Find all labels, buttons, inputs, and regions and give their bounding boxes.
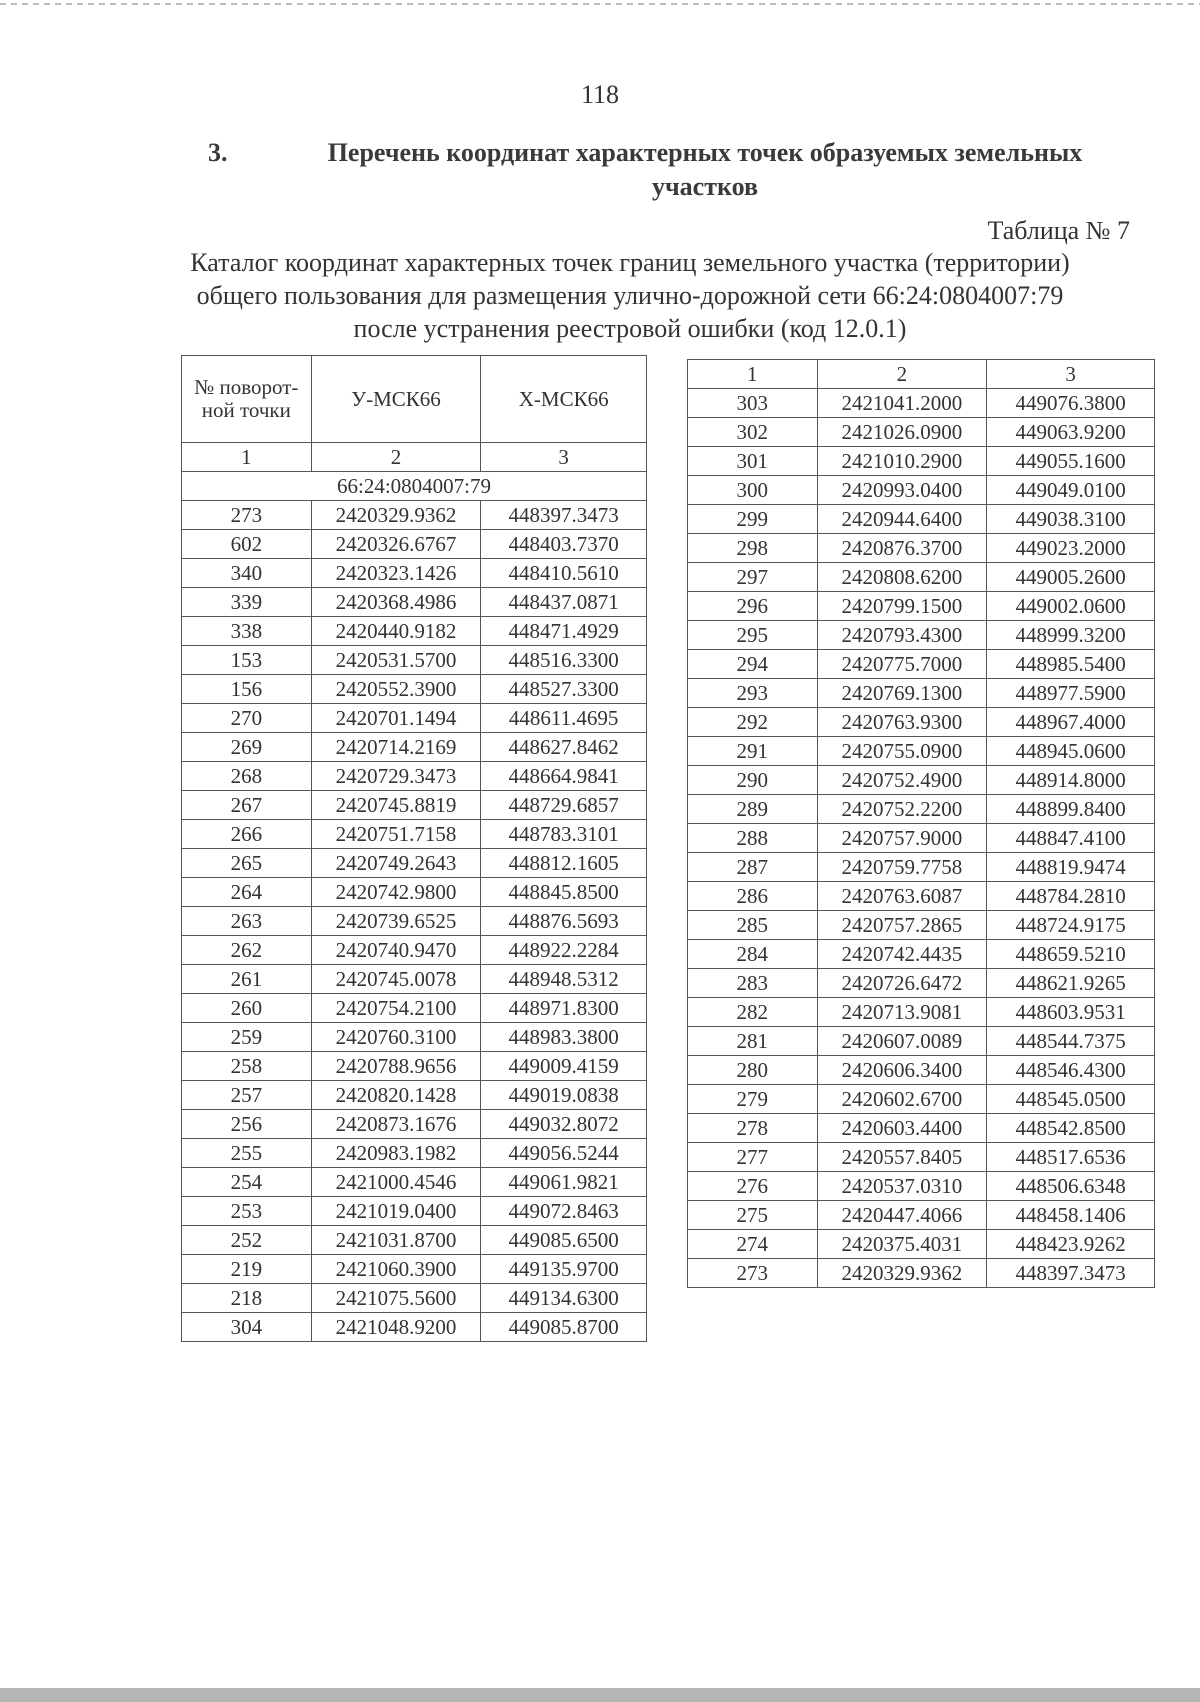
point-number-cell: 256 [182, 1110, 312, 1139]
table-row [182, 501, 647, 530]
point-number-cell: 296 [688, 592, 818, 621]
page-number: 118 [580, 80, 620, 109]
point-number-cell: 299 [688, 505, 818, 534]
x-coordinate-cell: 449002.0600 [987, 592, 1155, 621]
table-row [688, 853, 1155, 882]
point-number-cell: 252 [182, 1226, 312, 1255]
table-row [688, 1143, 1155, 1172]
table-row [182, 733, 647, 762]
point-number-cell: 269 [182, 733, 312, 762]
x-coordinate-cell: 448983.3800 [481, 1023, 647, 1052]
x-coordinate-cell: 449032.8072 [481, 1110, 647, 1139]
point-number-cell: 259 [182, 1023, 312, 1052]
y-coordinate-cell: 2420751.7158 [311, 820, 481, 849]
point-number-cell: 153 [182, 646, 312, 675]
point-number-cell: 278 [688, 1114, 818, 1143]
y-coordinate-cell: 2421075.5600 [311, 1284, 481, 1313]
table-row [182, 936, 647, 965]
table-row [688, 998, 1155, 1027]
y-coordinate-cell: 2420757.9000 [817, 824, 987, 853]
scan-artifact-top [0, 3, 1200, 5]
table-row [688, 824, 1155, 853]
y-coordinate-cell: 2421026.0900 [817, 418, 987, 447]
point-number-cell: 277 [688, 1143, 818, 1172]
left-table-body [182, 501, 647, 1342]
y-coordinate-cell: 2420745.0078 [311, 965, 481, 994]
table-row [182, 849, 647, 878]
point-number-cell: 274 [688, 1230, 818, 1259]
table-row [688, 476, 1155, 505]
table-label: Таблица № 7 [987, 216, 1130, 245]
point-number-cell: 263 [182, 907, 312, 936]
point-number-cell: 257 [182, 1081, 312, 1110]
point-number-cell: 287 [688, 853, 818, 882]
point-number-cell: 265 [182, 849, 312, 878]
y-coordinate-cell: 2420820.1428 [311, 1081, 481, 1110]
x-coordinate-cell: 448546.4300 [987, 1056, 1155, 1085]
x-coordinate-cell: 448819.9474 [987, 853, 1155, 882]
x-coordinate-cell: 448845.8500 [481, 878, 647, 907]
y-coordinate-cell: 2420993.0400 [817, 476, 987, 505]
y-coordinate-cell: 2420552.3900 [311, 675, 481, 704]
y-coordinate-cell: 2420808.6200 [817, 563, 987, 592]
table-row [182, 559, 647, 588]
table-row [688, 795, 1155, 824]
x-coordinate-cell: 448664.9841 [481, 762, 647, 791]
y-coordinate-cell: 2420757.2865 [817, 911, 987, 940]
point-number-cell: 258 [182, 1052, 312, 1081]
point-number-cell: 262 [182, 936, 312, 965]
table-row [688, 534, 1155, 563]
x-coordinate-cell: 448876.5693 [481, 907, 647, 936]
point-number-cell: 260 [182, 994, 312, 1023]
y-coordinate-cell: 2420755.0900 [817, 737, 987, 766]
x-coordinate-cell: 448922.2284 [481, 936, 647, 965]
y-coordinate-cell: 2420752.4900 [817, 766, 987, 795]
x-coordinate-cell: 448527.3300 [481, 675, 647, 704]
point-number-cell: 283 [688, 969, 818, 998]
y-coordinate-cell: 2420726.6472 [817, 969, 987, 998]
y-coordinate-cell: 2420323.1426 [311, 559, 481, 588]
table-row [688, 882, 1155, 911]
table-row [688, 766, 1155, 795]
x-coordinate-cell: 448784.2810 [987, 882, 1155, 911]
point-number-cell: 285 [688, 911, 818, 940]
table-row [182, 1313, 647, 1342]
point-number-cell: 267 [182, 791, 312, 820]
x-coordinate-cell: 449005.2600 [987, 563, 1155, 592]
table-row [182, 965, 647, 994]
point-number-cell: 270 [182, 704, 312, 733]
y-coordinate-cell: 2420876.3700 [817, 534, 987, 563]
point-number-cell: 303 [688, 389, 818, 418]
point-number-cell: 340 [182, 559, 312, 588]
group-row [182, 472, 647, 501]
table-row [182, 675, 647, 704]
table-row [688, 1201, 1155, 1230]
point-number-cell: 273 [688, 1259, 818, 1288]
y-coordinate-cell: 2420602.6700 [817, 1085, 987, 1114]
y-coordinate-cell: 2420329.9362 [311, 501, 481, 530]
point-number-cell: 255 [182, 1139, 312, 1168]
table-row [182, 878, 647, 907]
y-coordinate-cell: 2420760.3100 [311, 1023, 481, 1052]
point-number-cell: 276 [688, 1172, 818, 1201]
table-row [688, 1027, 1155, 1056]
table-row [182, 1081, 647, 1110]
point-number-cell: 291 [688, 737, 818, 766]
table-row [182, 1168, 647, 1197]
table-row [688, 1259, 1155, 1288]
header-y-coordinate: У-МСК66 [311, 356, 481, 443]
x-coordinate-cell: 449023.2000 [987, 534, 1155, 563]
x-coordinate-cell: 449061.9821 [481, 1168, 647, 1197]
table-row [688, 1230, 1155, 1259]
table-row [688, 1085, 1155, 1114]
scan-artifact-bottom [0, 1688, 1200, 1702]
table-row [182, 1284, 647, 1313]
x-coordinate-cell: 448847.4100 [987, 824, 1155, 853]
y-coordinate-cell: 2420326.6767 [311, 530, 481, 559]
table-row [182, 530, 647, 559]
x-coordinate-cell: 448971.8300 [481, 994, 647, 1023]
point-number-cell: 301 [688, 447, 818, 476]
y-coordinate-cell: 2420557.8405 [817, 1143, 987, 1172]
coordinates-table-left [181, 355, 647, 1342]
table-row [182, 762, 647, 791]
column-number-row [182, 443, 647, 472]
table-row [182, 1197, 647, 1226]
x-coordinate-cell: 448948.5312 [481, 965, 647, 994]
header-point-number: № поворот-ной точки [182, 356, 312, 443]
x-coordinate-cell: 448914.8000 [987, 766, 1155, 795]
y-coordinate-cell: 2420603.4400 [817, 1114, 987, 1143]
y-coordinate-cell: 2420873.1676 [311, 1110, 481, 1139]
x-coordinate-cell: 448458.1406 [987, 1201, 1155, 1230]
point-number-cell: 298 [688, 534, 818, 563]
table-row [182, 1110, 647, 1139]
y-coordinate-cell: 2420740.9470 [311, 936, 481, 965]
y-coordinate-cell: 2421060.3900 [311, 1255, 481, 1284]
point-number-cell: 219 [182, 1255, 312, 1284]
x-coordinate-cell: 448724.9175 [987, 911, 1155, 940]
x-coordinate-cell: 449076.3800 [987, 389, 1155, 418]
point-number-cell: 304 [182, 1313, 312, 1342]
y-coordinate-cell: 2420742.9800 [311, 878, 481, 907]
x-coordinate-cell: 449056.5244 [481, 1139, 647, 1168]
x-coordinate-cell: 448621.9265 [987, 969, 1155, 998]
x-coordinate-cell: 448603.9531 [987, 998, 1155, 1027]
table-row [688, 505, 1155, 534]
point-number-cell: 292 [688, 708, 818, 737]
table-row [182, 820, 647, 849]
y-coordinate-cell: 2420713.9081 [817, 998, 987, 1027]
section-title: Перечень координат характерных точек образуемых земельных участков [327, 138, 1083, 201]
column-number-row [688, 360, 1155, 389]
y-coordinate-cell: 2420983.1982 [311, 1139, 481, 1168]
x-coordinate-cell: 448410.5610 [481, 559, 647, 588]
y-coordinate-cell: 2421010.2900 [817, 447, 987, 476]
table-row [688, 911, 1155, 940]
y-coordinate-cell: 2421048.9200 [311, 1313, 481, 1342]
table-row [182, 994, 647, 1023]
table-row [688, 737, 1155, 766]
y-coordinate-cell: 2420944.6400 [817, 505, 987, 534]
x-coordinate-cell: 448506.6348 [987, 1172, 1155, 1201]
table-row [182, 1255, 647, 1284]
x-coordinate-cell: 449009.4159 [481, 1052, 647, 1081]
table-row [688, 1114, 1155, 1143]
table-row [182, 1052, 647, 1081]
point-number-cell: 266 [182, 820, 312, 849]
x-coordinate-cell: 448659.5210 [987, 940, 1155, 969]
table-row [688, 969, 1155, 998]
x-coordinate-cell: 448967.4000 [987, 708, 1155, 737]
point-number-cell: 294 [688, 650, 818, 679]
y-coordinate-cell: 2420745.8819 [311, 791, 481, 820]
table-row [688, 940, 1155, 969]
y-coordinate-cell: 2420714.2169 [311, 733, 481, 762]
x-coordinate-cell: 449135.9700 [481, 1255, 647, 1284]
x-coordinate-cell: 448977.5900 [987, 679, 1155, 708]
y-coordinate-cell: 2420769.1300 [817, 679, 987, 708]
point-number-cell: 253 [182, 1197, 312, 1226]
y-coordinate-cell: 2420329.9362 [817, 1259, 987, 1288]
x-coordinate-cell: 448397.3473 [987, 1259, 1155, 1288]
y-coordinate-cell: 2421000.4546 [311, 1168, 481, 1197]
table-caption: Каталог координат характерных точек границ земельного участка (территории) общего пользования для размещения улично-дорожной сети 66:24:0804007:79 после устранения реестровой ошибки (код 12.0.1) [190, 248, 1070, 343]
x-coordinate-cell: 449055.1600 [987, 447, 1155, 476]
x-coordinate-cell: 449085.6500 [481, 1226, 647, 1255]
x-coordinate-cell: 448945.0600 [987, 737, 1155, 766]
table-row [688, 389, 1155, 418]
x-coordinate-cell: 449072.8463 [481, 1197, 647, 1226]
x-coordinate-cell: 448516.3300 [481, 646, 647, 675]
point-number-cell: 281 [688, 1027, 818, 1056]
y-coordinate-cell: 2420754.2100 [311, 994, 481, 1023]
point-number-cell: 156 [182, 675, 312, 704]
y-coordinate-cell: 2420752.2200 [817, 795, 987, 824]
point-number-cell: 218 [182, 1284, 312, 1313]
x-coordinate-cell: 448542.8500 [987, 1114, 1155, 1143]
y-coordinate-cell: 2421019.0400 [311, 1197, 481, 1226]
table-row [182, 588, 647, 617]
y-coordinate-cell: 2420759.7758 [817, 853, 987, 882]
x-coordinate-cell: 449049.0100 [987, 476, 1155, 505]
x-coordinate-cell: 448812.1605 [481, 849, 647, 878]
point-number-cell: 264 [182, 878, 312, 907]
table-row [688, 679, 1155, 708]
x-coordinate-cell: 448611.4695 [481, 704, 647, 733]
y-coordinate-cell: 2420799.1500 [817, 592, 987, 621]
table-row [182, 1139, 647, 1168]
x-coordinate-cell: 448783.3101 [481, 820, 647, 849]
x-coordinate-cell: 448423.9262 [987, 1230, 1155, 1259]
y-coordinate-cell: 2420793.4300 [817, 621, 987, 650]
column-number-2: 2 [817, 360, 987, 389]
y-coordinate-cell: 2420729.3473 [311, 762, 481, 791]
point-number-cell: 284 [688, 940, 818, 969]
x-coordinate-cell: 449085.8700 [481, 1313, 647, 1342]
column-number-2: 2 [311, 443, 481, 472]
table-row [688, 1056, 1155, 1085]
y-coordinate-cell: 2420749.2643 [311, 849, 481, 878]
point-number-cell: 338 [182, 617, 312, 646]
y-coordinate-cell: 2420739.6525 [311, 907, 481, 936]
y-coordinate-cell: 2421031.8700 [311, 1226, 481, 1255]
point-number-cell: 289 [688, 795, 818, 824]
right-table-body [688, 389, 1155, 1288]
point-number-cell: 254 [182, 1168, 312, 1197]
point-number-cell: 339 [182, 588, 312, 617]
table-row [688, 621, 1155, 650]
y-coordinate-cell: 2420763.9300 [817, 708, 987, 737]
y-coordinate-cell: 2420447.4066 [817, 1201, 987, 1230]
point-number-cell: 295 [688, 621, 818, 650]
point-number-cell: 282 [688, 998, 818, 1027]
table-row [688, 447, 1155, 476]
table-row [182, 646, 647, 675]
y-coordinate-cell: 2420763.6087 [817, 882, 987, 911]
y-coordinate-cell: 2420607.0089 [817, 1027, 987, 1056]
point-number-cell: 288 [688, 824, 818, 853]
x-coordinate-cell: 448544.7375 [987, 1027, 1155, 1056]
table-row [688, 708, 1155, 737]
y-coordinate-cell: 2420606.3400 [817, 1056, 987, 1085]
point-number-cell: 302 [688, 418, 818, 447]
y-coordinate-cell: 2421041.2000 [817, 389, 987, 418]
header-row [182, 356, 647, 443]
table-row [688, 563, 1155, 592]
point-number-cell: 297 [688, 563, 818, 592]
x-coordinate-cell: 448899.8400 [987, 795, 1155, 824]
x-coordinate-cell: 448729.6857 [481, 791, 647, 820]
x-coordinate-cell: 449038.3100 [987, 505, 1155, 534]
y-coordinate-cell: 2420537.0310 [817, 1172, 987, 1201]
x-coordinate-cell: 448985.5400 [987, 650, 1155, 679]
x-coordinate-cell: 449019.0838 [481, 1081, 647, 1110]
column-number-1: 1 [182, 443, 312, 472]
x-coordinate-cell: 449063.9200 [987, 418, 1155, 447]
x-coordinate-cell: 448397.3473 [481, 501, 647, 530]
x-coordinate-cell: 448545.0500 [987, 1085, 1155, 1114]
x-coordinate-cell: 448403.7370 [481, 530, 647, 559]
point-number-cell: 275 [688, 1201, 818, 1230]
table-row [688, 1172, 1155, 1201]
table-row [182, 704, 647, 733]
table-row [182, 907, 647, 936]
header-x-coordinate: Х-МСК66 [481, 356, 647, 443]
y-coordinate-cell: 2420375.4031 [817, 1230, 987, 1259]
point-number-cell: 273 [182, 501, 312, 530]
y-coordinate-cell: 2420531.5700 [311, 646, 481, 675]
coordinates-table-right [687, 359, 1155, 1288]
table-row [688, 592, 1155, 621]
y-coordinate-cell: 2420368.4986 [311, 588, 481, 617]
table-row [688, 650, 1155, 679]
point-number-cell: 300 [688, 476, 818, 505]
section-number: 3. [208, 138, 228, 167]
column-number-3: 3 [987, 360, 1155, 389]
point-number-cell: 290 [688, 766, 818, 795]
point-number-cell: 602 [182, 530, 312, 559]
x-coordinate-cell: 448999.3200 [987, 621, 1155, 650]
y-coordinate-cell: 2420742.4435 [817, 940, 987, 969]
point-number-cell: 261 [182, 965, 312, 994]
section-heading [200, 136, 1130, 204]
point-number-cell: 280 [688, 1056, 818, 1085]
x-coordinate-cell: 448437.0871 [481, 588, 647, 617]
x-coordinate-cell: 449134.6300 [481, 1284, 647, 1313]
y-coordinate-cell: 2420701.1494 [311, 704, 481, 733]
point-number-cell: 286 [688, 882, 818, 911]
table-row [688, 418, 1155, 447]
table-row [182, 791, 647, 820]
x-coordinate-cell: 448627.8462 [481, 733, 647, 762]
y-coordinate-cell: 2420775.7000 [817, 650, 987, 679]
table-row [182, 1023, 647, 1052]
y-coordinate-cell: 2420788.9656 [311, 1052, 481, 1081]
table-row [182, 1226, 647, 1255]
table-row [182, 617, 647, 646]
y-coordinate-cell: 2420440.9182 [311, 617, 481, 646]
point-number-cell: 279 [688, 1085, 818, 1114]
x-coordinate-cell: 448517.6536 [987, 1143, 1155, 1172]
x-coordinate-cell: 448471.4929 [481, 617, 647, 646]
column-number-3: 3 [481, 443, 647, 472]
column-number-1: 1 [688, 360, 818, 389]
parcel-group-label: 66:24:0804007:79 [182, 472, 647, 501]
point-number-cell: 268 [182, 762, 312, 791]
point-number-cell: 293 [688, 679, 818, 708]
